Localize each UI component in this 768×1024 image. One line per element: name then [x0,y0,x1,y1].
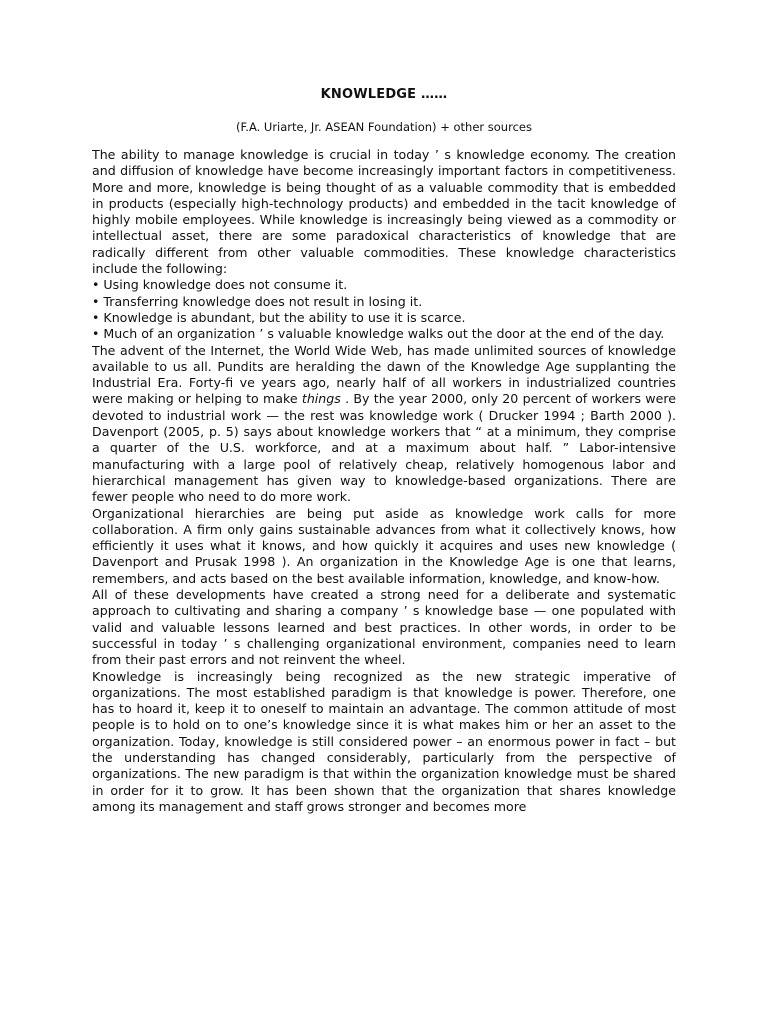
paragraph-hierarchies: Organizational hierarchies are being put aside as knowledge work calls for more collaboration. A firm only gains sustainable advances from what it collectively knows, how efficiently it uses what it knows, and how quickly it acquires and uses new knowledge ( Davenport and Prusak 1998 ). An organization in the Knowledge Age is one that learns, remembers, and acts based on the best available information, knowledge, and know-how. [92,505,676,586]
emphasis-things: things [301,391,341,407]
paragraph-internet [92,343,676,506]
paragraph-developments: All of these developments have created a strong need for a deliberate and systematic approach to cultivating and sharing a company ’ s knowledge base — one populated with valid and valuable lessons learned and best practices. In other words, in order to be successful in today ’ s challenging organizational environment, companies need to learn from their past errors and not reinvent the wheel. [92,587,676,668]
document-title: KNOWLEDGE …… [320,87,448,102]
document-subtitle: (F.A. Uriarte, Jr. ASEAN Foundation) + other sources [236,120,532,134]
bullet-item-3: • Knowledge is abundant, but the ability to use it is scarce. [92,309,466,325]
paragraph-strategic-imperative: Knowledge is increasingly being recognized as the new strategic imperative of organizations. The most established paradigm is that knowledge is power. Therefore, one has to hoard it, keep it to oneself to maintain an advantage. The common attitude of most people is to hold on to one’s knowledge since it is what makes him or her an asset to the organization. Today, knowledge is still considered power – an enormous power in fact – but the understanding has changed considerably, particularly from the perspective of organizations. The new paradigm is that within the organization knowledge must be shared in order for it to grow. It has been shown that the organization that shares knowledge among its management and staff grows stronger and becomes more [92,668,676,814]
bullet-item-4: • Much of an organization ’ s valuable knowledge walks out the door at the end of the day. [92,326,665,342]
paragraph-internet-part-1: The advent of the Internet, the World Wide Web, has made unlimited sources of knowledge available to us all. Pundits are heralding the dawn of the Knowledge Age supplanting the Industrial Era. Forty-fi ve years ago, nearly half of all workers in industrialized countries were making or helping to make [92,342,676,407]
paragraph-internet-part-2: . By the year 2000, only 20 percent of workers were devoted to industrial work — the rest was knowledge work ( Drucker 1994 ; Barth 2000 ). Davenport (2005, p. 5) says about knowledge workers that “ at a minimum, they comprise a quarter of the U.S. workforce, and at a maximum about half. ” Labor-intensive manufacturing with a large pool of relatively cheap, relatively homogenous labor and hierarchical management has given way to knowledge-based organizations. There are fewer people who need to do more work. [92,391,676,505]
bullet-item-2: • Transferring knowledge does not result in losing it. [92,293,423,309]
bullet-item-1: • Using knowledge does not consume it. [92,277,348,293]
paragraph-intro: The ability to manage knowledge is crucial in today ’ s knowledge economy. The creation and diffusion of knowledge have become increasingly important factors in competitiveness. More and more, knowledge is being thought of as a valuable commodity that is embedded in products (especially high-technology products) and embedded in the tacit knowledge of highly mobile employees. While knowledge is increasingly being viewed as a commodity or intellectual asset, there are some paradoxical characteristics of knowledge that are radically different from other valuable commodities. These knowledge characteristics include the following: [92,147,676,277]
document-body [92,147,676,815]
